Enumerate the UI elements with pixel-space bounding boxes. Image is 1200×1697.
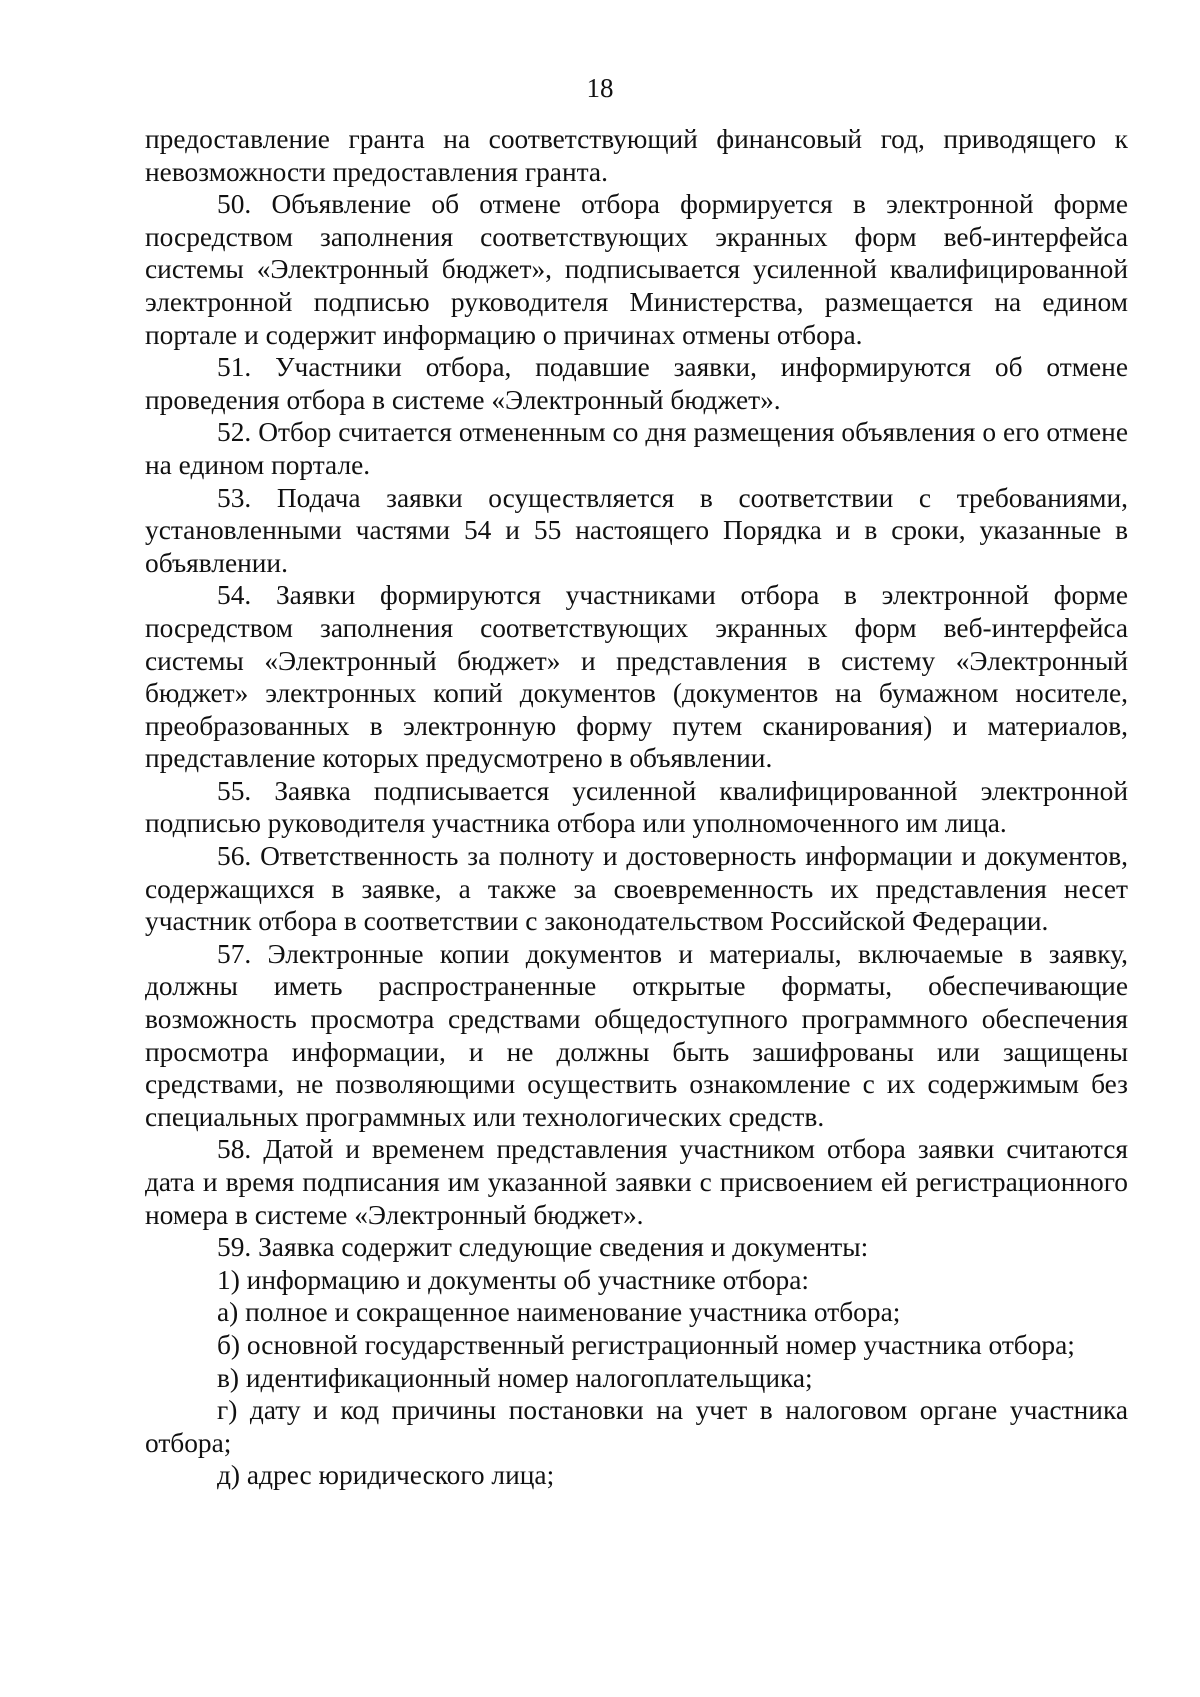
paragraph-52: 52. Отбор считается отмененным со дня размещения объявления о его отмене на едином портале. <box>145 417 1128 480</box>
paragraph-56: 56. Ответственность за полноту и достоверность информации и документов, содержащихся в заявке, а также за своевременность их представления несет участник отбора в соответствии с законодательством Российской Федерации. <box>145 841 1128 937</box>
list-item-1: 1) информацию и документы об участнике отбора: <box>217 1264 809 1295</box>
paragraph-continuation: предоставление гранта на соответствующий финансовый год, приводящего к невозможности предоставления гранта. <box>145 124 1128 187</box>
paragraph-54: 54. Заявки формируются участниками отбора в электронной форме посредством заполнения соответствующих экранных форм веб-интерфейса системы «Электронный бюджет» и представления в систему «Электронный бюджет» электронных копий документов (документов на бумажном носителе, преобразованных в электронную форму путем сканирования) и материалов, представление которых предусмотрено в объявлении. <box>145 580 1128 774</box>
list-item-a: а) полное и сокращенное наименование участника отбора; <box>217 1297 901 1328</box>
paragraph-51: 51. Участники отбора, подавшие заявки, информируются об отмене проведения отбора в системе «Электронный бюджет». <box>145 352 1128 415</box>
paragraph-58: 58. Датой и временем представления участником отбора заявки считаются дата и время подписания им указанной заявки с присвоением ей регистрационного номера в системе «Электронный бюджет». <box>145 1134 1128 1230</box>
paragraph-55: 55. Заявка подписывается усиленной квалифицированной электронной подписью руководителя участника отбора или уполномоченного им лица. <box>145 775 1128 839</box>
list-item-b: б) основной государственный регистрационный номер участника отбора; <box>217 1329 1075 1360</box>
paragraph-53: 53. Подача заявки осуществляется в соответствии с требованиями, установленными частями 54 и 55 настоящего Порядка и в сроки, указанные в объявлении. <box>145 482 1128 578</box>
paragraph-59: 59. Заявка содержит следующие сведения и документы: <box>217 1232 869 1263</box>
list-item-d: д) адрес юридического лица; <box>217 1460 555 1491</box>
list-item-g: г) дату и код причины постановки на учет в налоговом органе участника отбора; <box>145 1395 1128 1458</box>
document-body <box>145 123 1128 1492</box>
list-item-v: в) идентификационный номер налогоплательщика; <box>217 1362 813 1393</box>
page-number: 18 <box>586 73 614 103</box>
paragraph-50: 50. Объявление об отмене отбора формируется в электронной форме посредством заполнения соответствующих экранных форм веб-интерфейса системы «Электронный бюджет», подписывается усиленной квалифицированной электронной подписью руководителя Министерства, размещается на едином портале и содержит информацию о причинах отмены отбора. <box>145 189 1128 350</box>
paragraph-57: 57. Электронные копии документов и материалы, включаемые в заявку, должны иметь распространенные открытые форматы, обеспечивающие возможность просмотра средствами общедоступного программного обеспечения просмотра информации, и не должны быть зашифрованы или защищены средствами, не позволяющими осуществить ознакомление с их содержимым без специальных программных или технологических средств. <box>145 938 1128 1132</box>
